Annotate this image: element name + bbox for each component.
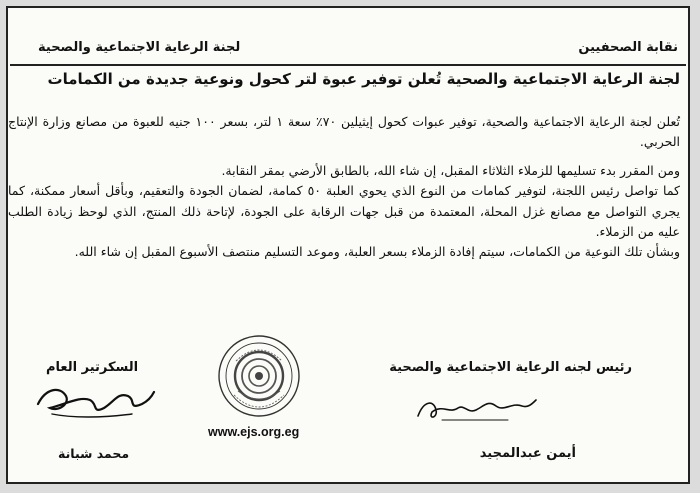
secretary-signature-icon: [32, 374, 158, 422]
chair-signature-icon: [412, 392, 542, 426]
secretary-title: السكرتير العام: [46, 360, 139, 375]
paragraph-masks: كما تواصل رئيس اللجنة، لتوفير كمامات من النوع الذي يحوي العلبة ٥٠ كمامة، لضمان الجودة والتعقيم، وبأقل أسعار ممكنة، كما يجري التواصل مع مصانع غزل المحلة، المعتمدة من قبل جهات الرقابة على الجودة، لإتاحة ذلك المنتج، الذي لوحظ زيادة الطلب عليه من الزملاء.: [8, 183, 680, 240]
website-url: www.ejs.org.eg: [208, 425, 300, 439]
header-committee-name: لجنة الرعاية الاجتماعية والصحية: [38, 40, 241, 55]
paragraph-delivery: ومن المقرر بدء تسليمها للزملاء الثلاثاء المقبل، إن شاء الله، بالطابق الأرضي بمقر النقابة.: [221, 162, 680, 178]
chair-title: رئيس لجنه الرعاية الاجتماعية والصحية: [389, 360, 632, 375]
header-syndicate-name: نقابة الصحفيين: [578, 40, 678, 55]
header-divider: [10, 64, 686, 66]
headline: لجنة الرعاية الاجتماعية والصحية تُعلن توفير عبوة لتر كحول ونوعية جديدة من الكمامات: [47, 70, 680, 88]
paragraph-masks-price: وبشأن تلك النوعية من الكمامات، سيتم إفادة الزملاء بسعر العلبة، وموعد التسليم منتصف الأسبوع المقبل إن شاء الله.: [74, 244, 680, 260]
paragraph-alcohol: تُعلن لجنة الرعاية الاجتماعية والصحية، توفير عبوات كحول إيثيلين ٧٠٪ سعة ١ لتر، بسعر ١٠٠ جنيه للعبوة من مصانع وزارة الإنتاج الحربي.: [8, 114, 680, 150]
secretary-name: محمد شبانة: [58, 446, 130, 461]
chair-name: أيمن عبدالمجيد: [479, 446, 576, 461]
body-text: [8, 112, 680, 263]
syndicate-seal-icon: [216, 333, 302, 419]
document-page: [6, 6, 690, 484]
